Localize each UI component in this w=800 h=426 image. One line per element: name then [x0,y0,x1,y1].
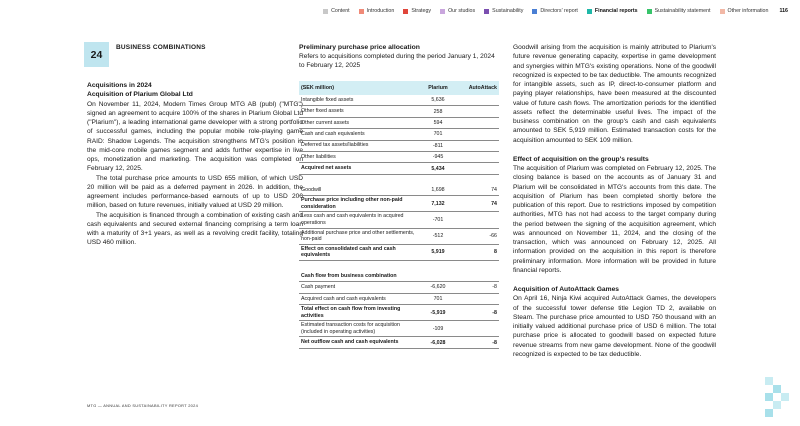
row-label: Additional purchase price and other settlements, non-paid [301,229,415,243]
table-section-goodwill [299,185,499,261]
table-row [299,106,499,117]
autoattack-value: -8 [492,284,497,291]
paragraph: The acquisition of Plarium was completed on February 12, 2025. The closing balance is based on the accounts as of January 31 and Plarium will be consolidated in MTG's accounts from this date. The acquisition of Plarium has been completed shortly before the publication of this report. Due to restrictions imposed by competition authorities, MTG has not had access to the target company during the period between the signing of the acquisition agreement, which was announced on November 11, 2024, and the closing of the transaction, which was announced on February 12, 2025. All information provided on the acquisition in this report is therefore preliminary information. More information will be provided in future financial reports. [513,165,716,274]
row-label: Acquired net assets [301,165,352,172]
plarium-value: 5,434 [431,165,445,172]
deco-square [773,385,781,393]
table-row [299,95,499,106]
allocation-table [299,81,499,349]
other-information-color-icon [720,9,725,14]
deco-square [781,393,789,401]
right-column [513,43,716,359]
content-color-icon [323,9,328,14]
row-label: Cash payment [301,284,336,291]
table-row [299,294,499,305]
autoattack-value: -8 [492,339,497,346]
top-navigation [323,8,788,14]
table-row [299,163,499,174]
table-row [299,245,499,261]
autoattack-value: -8 [492,309,497,316]
table-row [299,196,499,212]
nav-label: Other information [727,8,769,14]
plarium-value: 1,698 [431,186,445,193]
nav-item-sustainability-statement[interactable] [647,8,711,14]
row-label: Cash and cash equivalents [301,131,365,138]
autoattack-value: 74 [491,200,497,207]
nav-label: Content [331,8,350,14]
row-label: Less cash and cash equivalents in acquired operations [301,213,404,226]
plarium-value: -811 [432,142,444,149]
note-title: BUSINESS COMBINATIONS [116,44,206,51]
deco-square [765,409,773,417]
table-header [299,81,499,95]
introduction-color-icon [359,9,364,14]
table-row [299,337,499,348]
plarium-value: -109 [432,325,444,332]
row-label: Total effect on cash flow from investing activities [301,306,401,319]
table-row [299,185,499,196]
table-row [299,321,499,337]
row-label: Other fixed assets [301,108,344,115]
plarium-value: 701 [433,131,443,138]
financial-reports-color-icon [587,9,592,14]
page-number: 116 [779,8,788,14]
nav-label: Strategy [411,8,432,14]
nav-label: Sustainability statement [654,8,711,14]
table-intro: Refers to acquisitions completed during the period January 1, 2024 to February 12, 2025 [299,53,495,69]
deco-square [765,377,773,385]
header-cell: Plarium [428,85,448,91]
table-row [299,271,499,282]
sustainability-color-icon [484,9,489,14]
nav-item-introduction[interactable] [359,8,395,14]
row-label: Effect on consolidated cash and cash equivalents [301,245,396,259]
paragraph: Goodwill arising from the acquisition is mainly attributed to Plarium's future revenue generating capacity, expertise in game development and synergies within MTG's existing operations. None of the goodwill recognized is expected to be tax deductible. The amounts recognized for intangible assets, such as IP, direct-to-consumer platform and paying player relationships, have been measured at the discounted value of future cash flows. The amortization periods for the identified assets reflect the determinable useful lives. The impact of the business combination on the group's cash and cash equivalents amounted to SEK 5,919 million. Estimated transaction costs for the acquisition amounted to SEK 109 million. [513,44,716,144]
nav-label: Directors' report [540,8,578,14]
row-label: Intangible fixed assets [301,96,354,103]
subsection-heading: Acquisition of Plarium Global Ltd [87,91,193,99]
row-label: Acquired cash and cash equivalents [301,295,386,302]
table-row [299,305,499,321]
table-row [299,282,499,293]
note-number-badge: 24 [84,42,109,67]
nav-label: Sustainability [492,8,524,14]
nav-item-sustainability[interactable] [484,8,523,14]
row-label: Purchase price including other non-paid consideration [301,197,403,210]
our-studios-color-icon [440,9,445,14]
nav-label: Introduction [366,8,395,14]
table-row [299,129,499,140]
nav-item-directors-report[interactable] [532,8,578,14]
purchase-price-allocation [299,43,499,349]
row-label: Goodwill [301,186,322,193]
strategy-color-icon [403,9,408,14]
plarium-value: 7,132 [431,200,445,207]
nav-item-financial-reports[interactable] [587,8,638,14]
table-title: Preliminary purchase price allocation [299,44,420,51]
plarium-value: -945 [432,154,444,161]
nav-label: Our studios [448,8,476,14]
plarium-value: -6,028 [430,339,446,346]
sustainability-statement-color-icon [647,9,652,14]
plarium-value: 5,636 [431,97,445,104]
header-cell: (SEK million) [301,84,334,91]
autoattack-value: 8 [494,249,497,256]
table-row [299,118,499,129]
section-heading: Effect of acquisition on the group's results [513,155,649,163]
plarium-value: -512 [432,233,444,240]
nav-label: Financial reports [594,8,638,14]
row-label: Net outflow cash and cash equivalents [301,339,399,346]
autoattack-value: -66 [489,233,497,240]
paragraph: On April 16, Ninja Kiwi acquired AutoAttack Games, the developers of the successful tower defense title Legion TD 2, available on Steam. The purchase price amounted to USD 750 thousand with an initially valued additional purchase price of USD 6 million. The total purchase price is allocated to goodwill based on expected future revenue streams from new game development. None of the goodwill recognized is expected to be tax deductible. [513,295,716,358]
row-label: Deferred tax assets/liabilities [301,142,369,149]
section-gap [299,261,499,271]
row-label: Other liabilities [301,153,336,160]
deco-square [773,401,781,409]
row-label: Cash flow from business combination [301,272,397,279]
row-label: Estimated transaction costs for acquisition (included in operating activities) [301,322,400,335]
page-footer: MTG — ANNUAL AND SUSTAINABILITY REPORT 2024 [87,403,199,408]
nav-item-strategy[interactable] [403,8,431,14]
nav-item-other-information[interactable] [720,8,769,14]
plarium-value: 5,919 [431,249,445,256]
table-section-net-assets [299,95,499,175]
paragraph: On November 11, 2024, Modern Times Group MTG AB (publ) ("MTG") signed an agreement to acquire 100% of the shares in Plarium Global Ltd ("Plarium"), a leading international game developer with a strong portfolio of successful games, including the popular mobile role-playing game RAID: Shadow Legends. The acquisition strengthens MTG's position in the mid-core mobile games segment and adds further expertise in live ops, monetization and marketing. The acquisition was completed on February 12, 2025. [87,100,303,173]
nav-item-our-studios[interactable] [440,8,475,14]
paragraph: The acquisition is financed through a combination of existing cash and cash equivalents and secured external financing comprising a term loan with a maturity of 3+1 years, as well as a revolving credit facility, totaling USD 460 million. [87,211,303,247]
section-gap [299,175,499,185]
table-section-cash-flow [299,271,499,349]
plarium-value: -5,919 [430,309,446,316]
table-row [299,229,499,245]
section-heading: Acquisitions in 2024 [87,82,152,89]
plarium-value: -701 [432,216,444,223]
directors-report-color-icon [532,9,537,14]
plarium-value: 594 [433,119,443,126]
row-label: Other current assets [301,119,349,126]
table-row [299,212,499,228]
plarium-value: -6,620 [430,284,446,291]
header-cell: AutoAttack [468,85,497,91]
plarium-value: 258 [433,108,443,115]
section-heading: Acquisition of AutoAttack Games [513,286,620,293]
left-column [87,81,303,248]
plarium-value: 701 [433,295,443,302]
table-row [299,141,499,152]
autoattack-value: 74 [491,186,497,193]
paragraph: The total purchase price amounts to USD 655 million, of which USD 20 million will be paid as a deferred payment in 2026. In addition, the agreement includes performance-based earnouts of up to USD 200 million, based on future revenues, initially valued at USD 29 million. [87,174,303,210]
deco-square [765,393,773,401]
table-row [299,152,499,163]
nav-item-content[interactable] [323,8,350,14]
